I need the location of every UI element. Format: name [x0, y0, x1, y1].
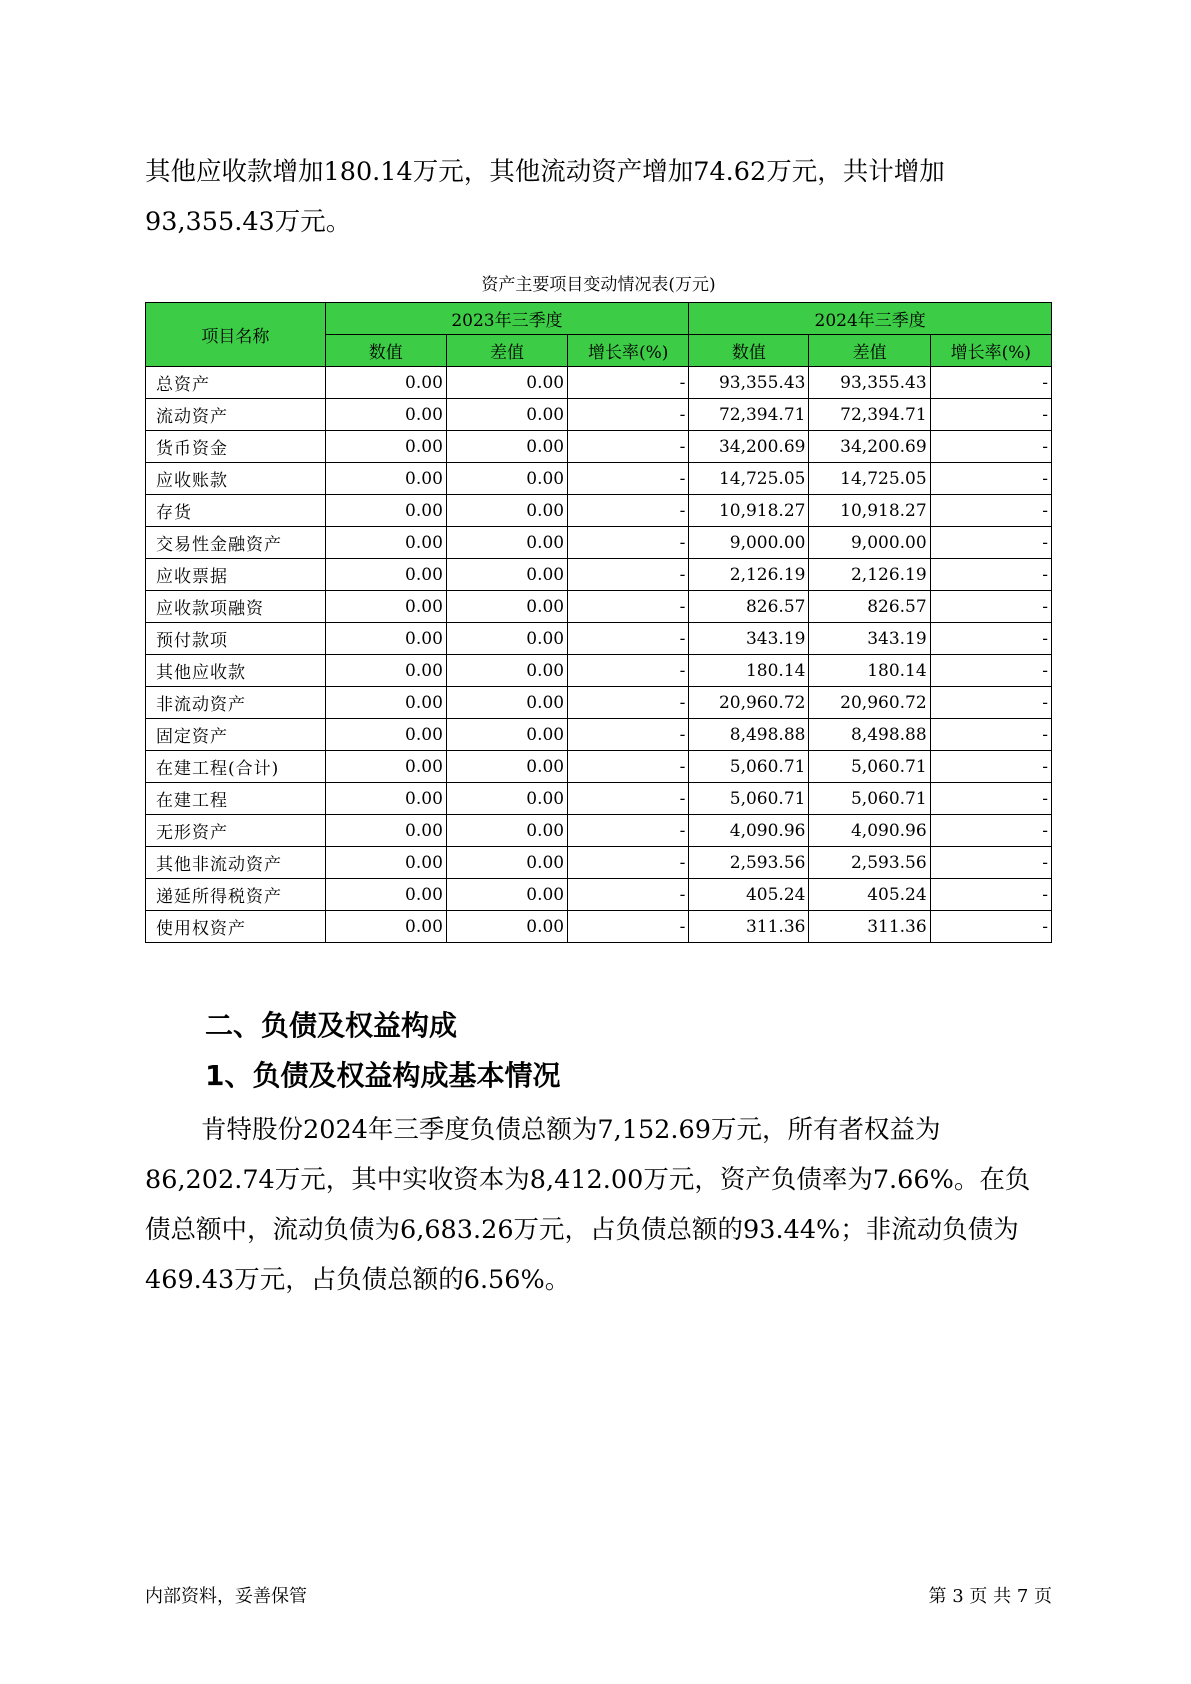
cell-2024-diff: 72,394.71 — [809, 399, 930, 431]
table-row — [146, 527, 1052, 559]
table-row — [146, 783, 1052, 815]
cell-2023-growth: - — [568, 495, 689, 527]
table-row — [146, 815, 1052, 847]
cell-2024-diff: 2,126.19 — [809, 559, 930, 591]
header-value-2024: 数值 — [689, 335, 809, 367]
cell-2024-diff: 5,060.71 — [809, 751, 930, 783]
table-row — [146, 591, 1052, 623]
cell-2024-growth: - — [930, 751, 1051, 783]
cell-2024-growth: - — [930, 591, 1051, 623]
cell-2023-growth: - — [568, 367, 689, 399]
cell-2024-diff: 8,498.88 — [809, 719, 930, 751]
cell-2023-growth: - — [568, 399, 689, 431]
row-item-name: 流动资产 — [146, 399, 326, 431]
cell-2023-value: 0.00 — [325, 847, 446, 879]
cell-2023-value: 0.00 — [325, 879, 446, 911]
row-item-name: 交易性金融资产 — [146, 527, 326, 559]
cell-2023-growth: - — [568, 911, 689, 943]
row-item-name: 非流动资产 — [146, 687, 326, 719]
cell-2024-growth: - — [930, 431, 1051, 463]
cell-2024-diff: 405.24 — [809, 879, 930, 911]
cell-2024-growth: - — [930, 719, 1051, 751]
row-item-name: 货币资金 — [146, 431, 326, 463]
subsection-heading: 1、负债及权益构成基本情况 — [205, 1059, 561, 1092]
cell-2023-growth: - — [568, 591, 689, 623]
cell-2023-diff: 0.00 — [446, 911, 567, 943]
cell-2023-diff: 0.00 — [446, 879, 567, 911]
cell-2024-growth: - — [930, 815, 1051, 847]
table-row — [146, 719, 1052, 751]
table-caption: 资产主要项目变动情况表(万元) — [481, 275, 716, 295]
cell-2024-value: 826.57 — [689, 591, 809, 623]
cell-2023-diff: 0.00 — [446, 431, 567, 463]
cell-2024-value: 14,725.05 — [689, 463, 809, 495]
cell-2024-diff: 10,918.27 — [809, 495, 930, 527]
cell-2024-diff: 180.14 — [809, 655, 930, 687]
header-period-2023: 2023年三季度 — [325, 303, 689, 335]
intro-paragraph: 其他应收款增加180.14万元，其他流动资产增加74.62万元，共计增加93,355.43万元。 — [145, 157, 945, 237]
cell-2023-value: 0.00 — [325, 911, 446, 943]
table-row — [146, 367, 1052, 399]
cell-2023-growth: - — [568, 815, 689, 847]
cell-2024-diff: 2,593.56 — [809, 847, 930, 879]
table-row — [146, 623, 1052, 655]
cell-2023-growth: - — [568, 751, 689, 783]
row-item-name: 应收账款 — [146, 463, 326, 495]
cell-2024-growth: - — [930, 655, 1051, 687]
header-growth-2024: 增长率(%) — [930, 335, 1051, 367]
cell-2024-diff: 93,355.43 — [809, 367, 930, 399]
cell-2023-diff: 0.00 — [446, 655, 567, 687]
table-row — [146, 879, 1052, 911]
cell-2023-diff: 0.00 — [446, 623, 567, 655]
table-row — [146, 847, 1052, 879]
table-row — [146, 655, 1052, 687]
cell-2024-value: 10,918.27 — [689, 495, 809, 527]
row-item-name: 存货 — [146, 495, 326, 527]
cell-2024-growth: - — [930, 367, 1051, 399]
cell-2023-value: 0.00 — [325, 655, 446, 687]
row-item-name: 预付款项 — [146, 623, 326, 655]
cell-2024-value: 72,394.71 — [689, 399, 809, 431]
table-row — [146, 495, 1052, 527]
section-heading: 二、负债及权益构成 — [205, 1009, 458, 1042]
footer-page-number: 第 3 页 共 7 页 — [928, 1586, 1052, 1607]
cell-2024-diff: 9,000.00 — [809, 527, 930, 559]
cell-2024-growth: - — [930, 623, 1051, 655]
cell-2024-diff: 4,090.96 — [809, 815, 930, 847]
cell-2024-diff: 826.57 — [809, 591, 930, 623]
cell-2024-growth: - — [930, 495, 1051, 527]
header-diff-2023: 差值 — [446, 335, 567, 367]
cell-2024-growth: - — [930, 559, 1051, 591]
cell-2024-growth: - — [930, 783, 1051, 815]
cell-2024-diff: 311.36 — [809, 911, 930, 943]
cell-2023-growth: - — [568, 623, 689, 655]
cell-2024-diff: 5,060.71 — [809, 783, 930, 815]
cell-2024-diff: 34,200.69 — [809, 431, 930, 463]
header-period-2024: 2024年三季度 — [689, 303, 1052, 335]
row-item-name: 其他非流动资产 — [146, 847, 326, 879]
cell-2023-diff: 0.00 — [446, 463, 567, 495]
header-item-name: 项目名称 — [146, 303, 326, 367]
cell-2024-value: 93,355.43 — [689, 367, 809, 399]
cell-2024-growth: - — [930, 879, 1051, 911]
cell-2024-value: 343.19 — [689, 623, 809, 655]
cell-2023-growth: - — [568, 719, 689, 751]
row-item-name: 在建工程(合计) — [146, 751, 326, 783]
cell-2024-diff: 20,960.72 — [809, 687, 930, 719]
cell-2023-diff: 0.00 — [446, 847, 567, 879]
cell-2023-growth: - — [568, 463, 689, 495]
cell-2023-value: 0.00 — [325, 783, 446, 815]
row-item-name: 在建工程 — [146, 783, 326, 815]
cell-2024-value: 20,960.72 — [689, 687, 809, 719]
cell-2023-diff: 0.00 — [446, 367, 567, 399]
table-row — [146, 687, 1052, 719]
cell-2023-value: 0.00 — [325, 495, 446, 527]
cell-2024-value: 9,000.00 — [689, 527, 809, 559]
cell-2024-value: 2,593.56 — [689, 847, 809, 879]
cell-2023-diff: 0.00 — [446, 399, 567, 431]
cell-2024-growth: - — [930, 687, 1051, 719]
cell-2024-value: 405.24 — [689, 879, 809, 911]
cell-2024-value: 5,060.71 — [689, 751, 809, 783]
cell-2023-value: 0.00 — [325, 591, 446, 623]
cell-2023-growth: - — [568, 847, 689, 879]
cell-2024-value: 34,200.69 — [689, 431, 809, 463]
table-row — [146, 431, 1052, 463]
footer-confidential-note: 内部资料，妥善保管 — [145, 1586, 307, 1607]
cell-2023-growth: - — [568, 431, 689, 463]
row-item-name: 使用权资产 — [146, 911, 326, 943]
cell-2024-value: 2,126.19 — [689, 559, 809, 591]
cell-2023-diff: 0.00 — [446, 591, 567, 623]
table-row — [146, 911, 1052, 943]
cell-2023-diff: 0.00 — [446, 815, 567, 847]
row-item-name: 应收票据 — [146, 559, 326, 591]
table-row — [146, 751, 1052, 783]
cell-2023-diff: 0.00 — [446, 783, 567, 815]
cell-2024-value: 4,090.96 — [689, 815, 809, 847]
cell-2024-growth: - — [930, 847, 1051, 879]
cell-2024-diff: 343.19 — [809, 623, 930, 655]
header-growth-2023: 增长率(%) — [568, 335, 689, 367]
asset-change-table — [145, 302, 1052, 943]
row-item-name: 递延所得税资产 — [146, 879, 326, 911]
cell-2023-value: 0.00 — [325, 463, 446, 495]
cell-2023-value: 0.00 — [325, 623, 446, 655]
cell-2023-diff: 0.00 — [446, 495, 567, 527]
cell-2023-value: 0.00 — [325, 751, 446, 783]
cell-2023-value: 0.00 — [325, 559, 446, 591]
header-diff-2024: 差值 — [809, 335, 930, 367]
cell-2023-value: 0.00 — [325, 815, 446, 847]
cell-2023-diff: 0.00 — [446, 687, 567, 719]
cell-2023-growth: - — [568, 879, 689, 911]
cell-2024-value: 8,498.88 — [689, 719, 809, 751]
cell-2024-value: 5,060.71 — [689, 783, 809, 815]
cell-2024-value: 180.14 — [689, 655, 809, 687]
cell-2023-value: 0.00 — [325, 367, 446, 399]
liability-paragraph: 肯特股份2024年三季度负债总额为7,152.69万元，所有者权益为86,202.74万元，其中实收资本为8,412.00万元，资产负债率为7.66%。在负债总额中，流动负债为6,683.26万元，占负债总额的93.44%；非流动负债为469.43万元，占负债总额的6.56%。 — [145, 1115, 1031, 1295]
cell-2023-value: 0.00 — [325, 527, 446, 559]
cell-2023-value: 0.00 — [325, 687, 446, 719]
cell-2023-growth: - — [568, 687, 689, 719]
cell-2024-growth: - — [930, 399, 1051, 431]
table-row — [146, 399, 1052, 431]
row-item-name: 总资产 — [146, 367, 326, 399]
row-item-name: 无形资产 — [146, 815, 326, 847]
cell-2023-diff: 0.00 — [446, 527, 567, 559]
cell-2024-growth: - — [930, 527, 1051, 559]
cell-2024-diff: 14,725.05 — [809, 463, 930, 495]
cell-2023-value: 0.00 — [325, 431, 446, 463]
row-item-name: 其他应收款 — [146, 655, 326, 687]
table-row — [146, 463, 1052, 495]
cell-2023-growth: - — [568, 559, 689, 591]
cell-2024-growth: - — [930, 911, 1051, 943]
cell-2023-diff: 0.00 — [446, 751, 567, 783]
cell-2023-growth: - — [568, 655, 689, 687]
header-value-2023: 数值 — [325, 335, 446, 367]
cell-2023-diff: 0.00 — [446, 559, 567, 591]
cell-2024-value: 311.36 — [689, 911, 809, 943]
table-row — [146, 559, 1052, 591]
cell-2023-value: 0.00 — [325, 719, 446, 751]
row-item-name: 固定资产 — [146, 719, 326, 751]
row-item-name: 应收款项融资 — [146, 591, 326, 623]
cell-2023-growth: - — [568, 783, 689, 815]
cell-2023-growth: - — [568, 527, 689, 559]
cell-2024-growth: - — [930, 463, 1051, 495]
table-body — [146, 367, 1052, 943]
cell-2023-diff: 0.00 — [446, 719, 567, 751]
cell-2023-value: 0.00 — [325, 399, 446, 431]
